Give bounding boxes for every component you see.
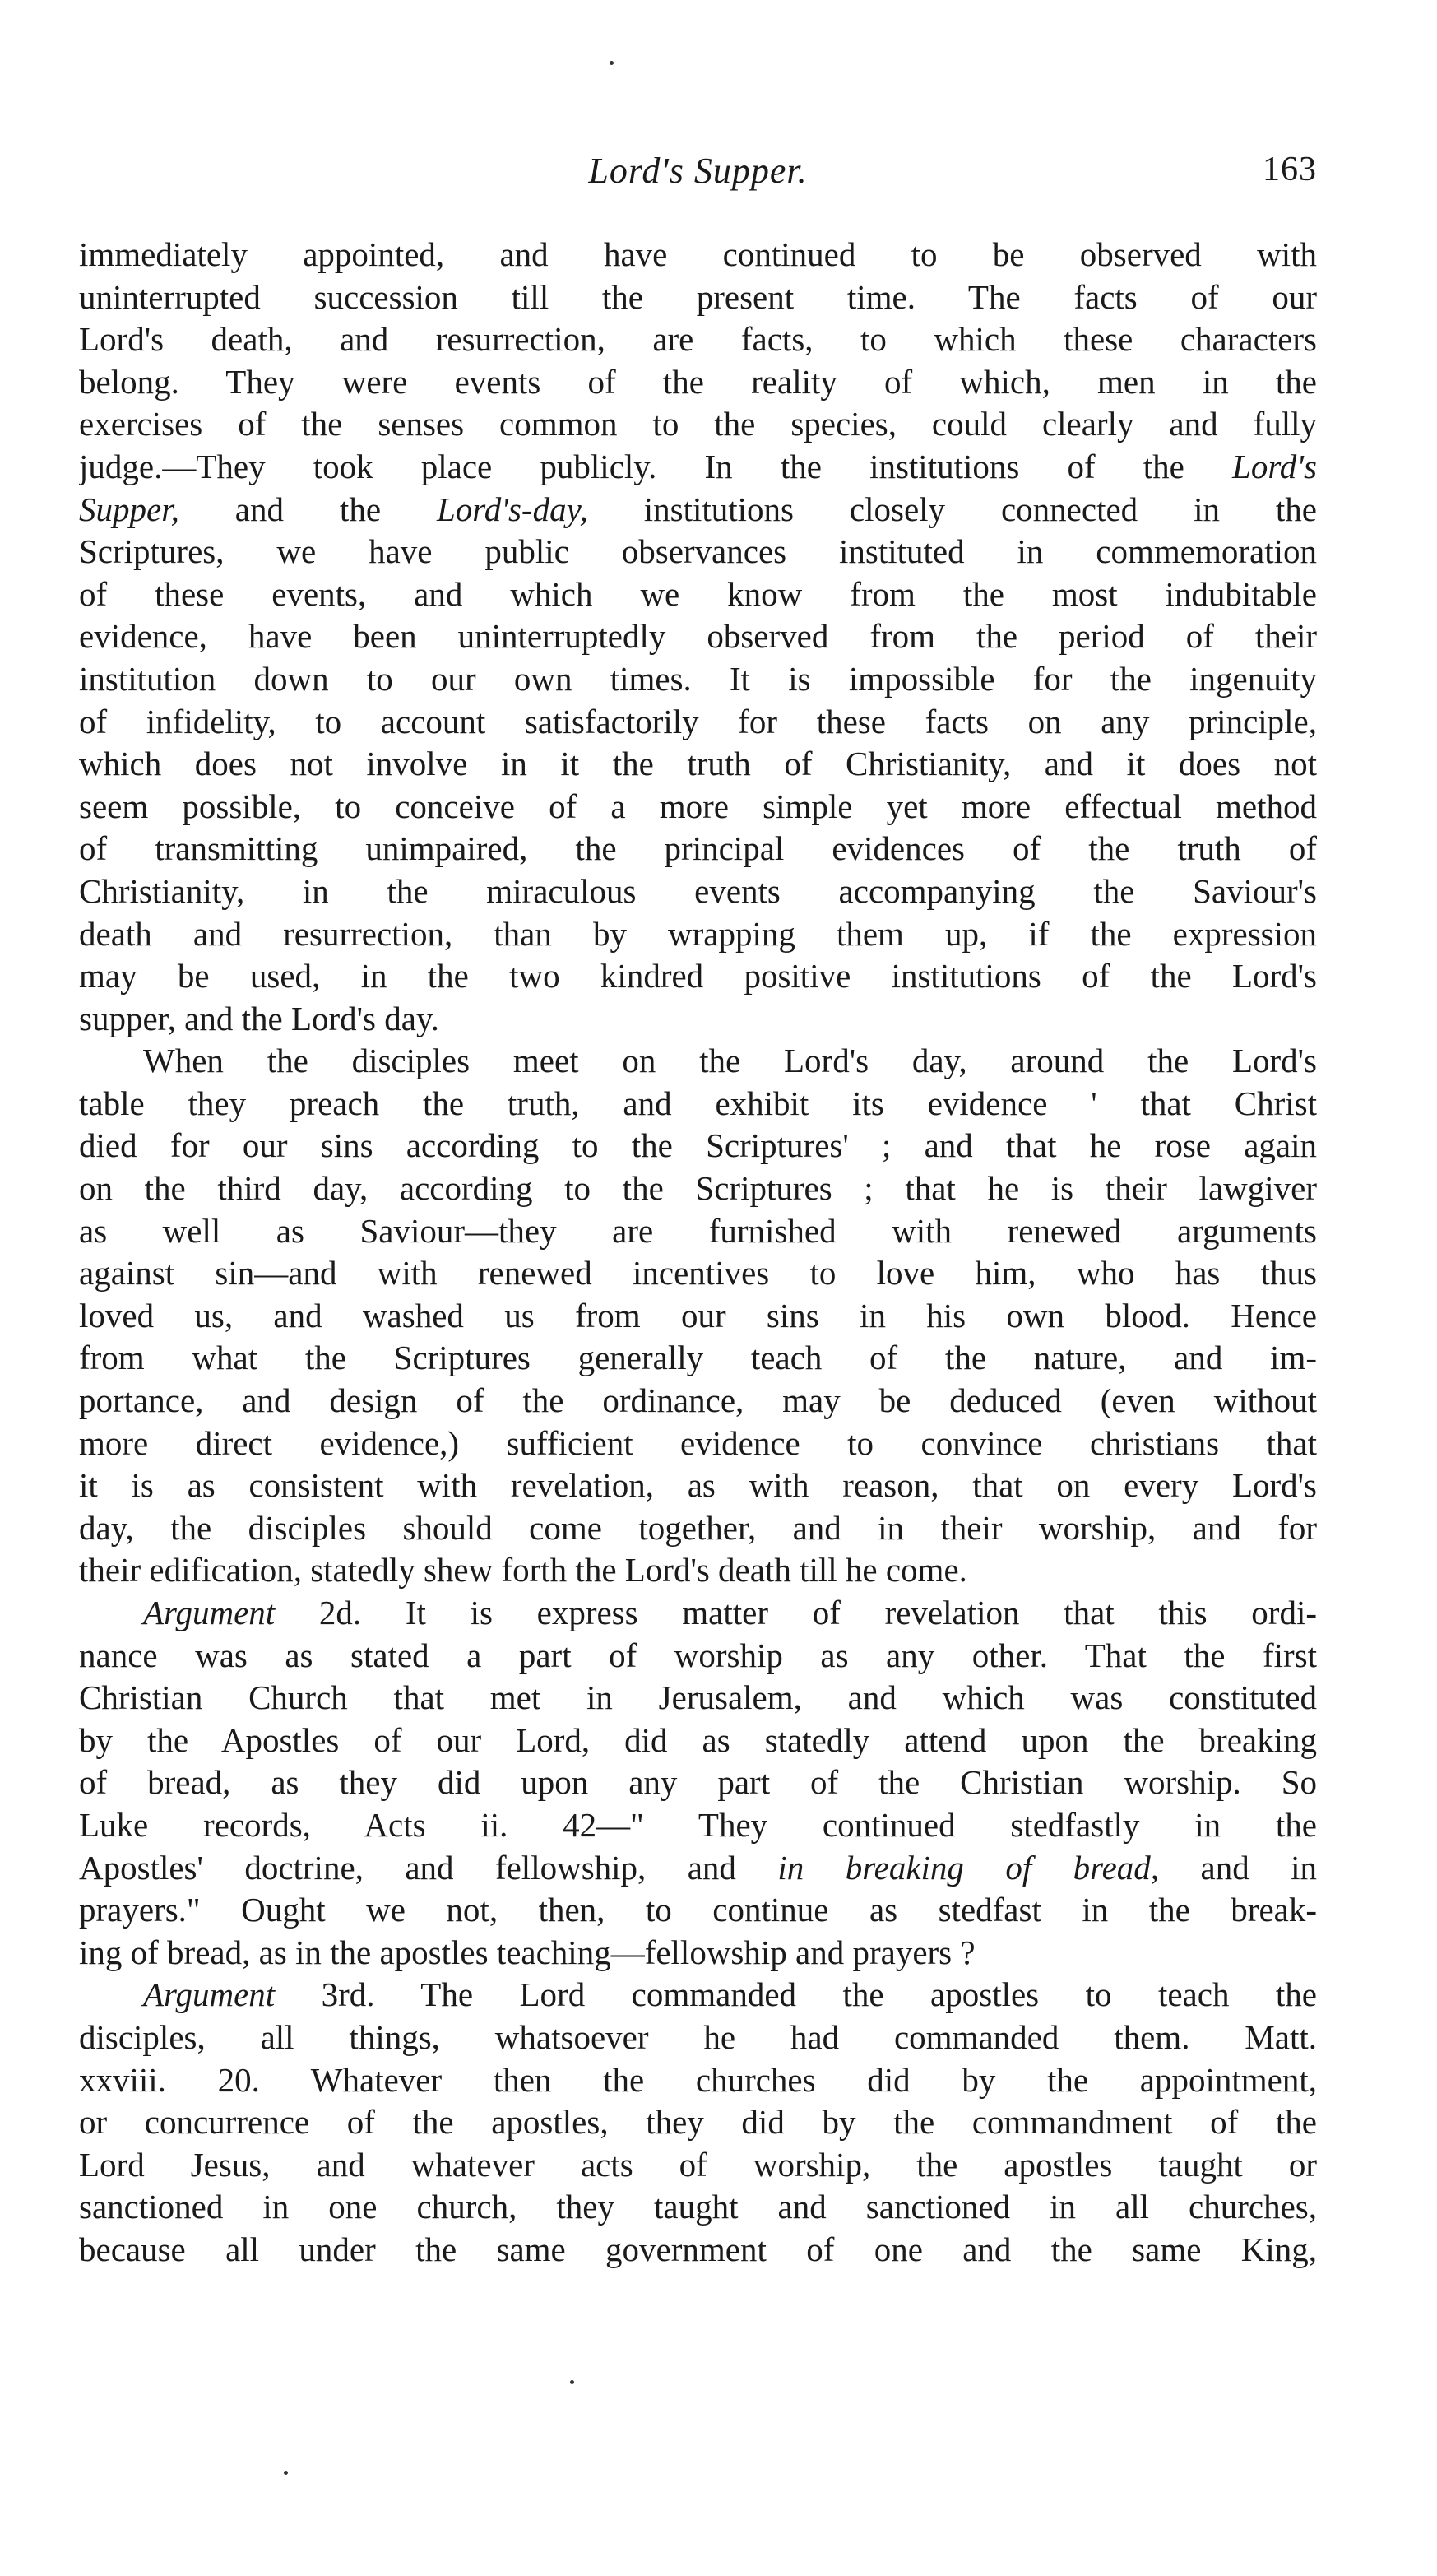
text-line: disciples, all things, whatsoever he had commanded them. Matt. bbox=[79, 2017, 1317, 2056]
text-line: by the Apostles of our Lord, did as statedly attend upon the breaking bbox=[79, 1720, 1317, 1759]
text-line: uninterrupted succession till the present time. The facts of our bbox=[79, 277, 1317, 316]
text-span: judge.—They took place publicly. In the institutions of the bbox=[79, 447, 1184, 485]
text-span: 2d. It is express matter of revelation that this ordi- bbox=[318, 1594, 1317, 1631]
text-line: day, the disciples should come together, and in their worship, and for bbox=[79, 1508, 1317, 1547]
text-span: and the bbox=[234, 490, 382, 528]
text-line: of bread, as they did upon any part of the Christian worship. So bbox=[79, 1763, 1317, 1802]
text-line: may be used, in the two kindred positive institutions of the Lord's bbox=[79, 957, 1317, 996]
text-line: table they preach the truth, and exhibit its evidence ' that Christ bbox=[79, 1084, 1317, 1122]
text-line: institution down to our own times. It is impossible for the ingenuity bbox=[79, 659, 1317, 698]
text-line: death and resurrection, than by wrapping them up, if the expression bbox=[79, 914, 1317, 953]
text-line bbox=[79, 1974, 1317, 2017]
text-line: Scriptures, we have public observances instituted in commemoration bbox=[79, 532, 1317, 571]
text-line: of infidelity, to account satisfactorily for these facts on any principle, bbox=[79, 702, 1317, 740]
text-line: When the disciples meet on the Lord's day, around the Lord's bbox=[143, 1042, 1317, 1080]
text-line: against sin—and with renewed incentives to love him, who has thus bbox=[79, 1254, 1317, 1293]
text-span: Apostles' doctrine, and fellowship, and bbox=[79, 1848, 736, 1887]
text-line: prayers." Ought we not, then, to continue as stedfast in the break- bbox=[79, 1891, 1317, 1929]
text-line: Lord's death, and resurrection, are facts, to which these characters bbox=[79, 320, 1317, 359]
text-line: ing of bread, as in the apostles teaching—fellowship and prayers ? bbox=[79, 1933, 976, 1971]
text-span: institutions closely connected in the bbox=[643, 490, 1317, 528]
text-span: and in bbox=[1200, 1848, 1317, 1887]
text-line: as well as Saviour—they are furnished with renewed arguments bbox=[79, 1211, 1317, 1250]
text-line: Luke records, Acts ii. 42—" They continued stedfastly in the bbox=[79, 1805, 1317, 1844]
text-line: xxviii. 20. Whatever then the churches did by the appointment, bbox=[79, 2060, 1317, 2099]
text-line: which does not involve in it the truth of Christianity, and it does not bbox=[79, 745, 1317, 783]
ink-speck bbox=[610, 61, 614, 65]
text-line: nance was as stated a part of worship as any other. That the first bbox=[79, 1636, 1317, 1674]
page-number: 163 bbox=[1263, 151, 1317, 188]
text-line bbox=[79, 1592, 1317, 1635]
text-line: from what the Scriptures generally teach of the nature, and im- bbox=[79, 1339, 1317, 1377]
text-span: 3rd. The Lord commanded the apostles to teach the bbox=[321, 1975, 1317, 2014]
argument-heading: Argument bbox=[143, 1594, 276, 1631]
argument-heading: Argument bbox=[143, 1975, 276, 2014]
text-line bbox=[79, 1847, 1317, 1890]
italic-term: in breaking of bread, bbox=[777, 1848, 1160, 1887]
italic-term: Supper, bbox=[79, 490, 179, 528]
text-line: more direct evidence,) sufficient evidence to convince christians that bbox=[79, 1423, 1317, 1462]
text-line: on the third day, according to the Scriptures ; that he is their lawgiver bbox=[79, 1169, 1317, 1208]
text-line: their edification, statedly shew forth the Lord's death till he come. bbox=[79, 1551, 967, 1590]
text-line: evidence, have been uninterruptedly observed from the period of their bbox=[79, 617, 1317, 656]
text-line: belong. They were events of the reality of which, men in the bbox=[79, 362, 1317, 401]
text-line: exercises of the senses common to the species, could clearly and fully bbox=[79, 405, 1317, 443]
text-line: it is as consistent with revelation, as with reason, that on every Lord's bbox=[79, 1466, 1317, 1505]
text-line bbox=[79, 489, 1317, 531]
text-line bbox=[79, 446, 1317, 489]
text-line: Lord Jesus, and whatever acts of worship, the apostles taught or bbox=[79, 2145, 1317, 2184]
ink-speck bbox=[284, 2471, 288, 2475]
ink-speck bbox=[570, 2380, 574, 2384]
text-line: of transmitting unimpaired, the principal evidences of the truth of bbox=[79, 829, 1317, 868]
text-line: seem possible, to conceive of a more simple yet more effectual method bbox=[79, 787, 1317, 825]
text-line: loved us, and washed us from our sins in his own blood. Hence bbox=[79, 1296, 1317, 1334]
body-text bbox=[79, 234, 1317, 2272]
italic-term: Lord's bbox=[1232, 447, 1317, 485]
text-line: because all under the same government of one and the same King, bbox=[79, 2230, 1317, 2268]
text-line: Christianity, in the miraculous events accompanying the Saviour's bbox=[79, 871, 1317, 910]
running-title: Lord's Supper. bbox=[588, 151, 808, 191]
text-line: sanctioned in one church, they taught and sanctioned in all churches, bbox=[79, 2188, 1317, 2226]
text-line: Christian Church that met in Jerusalem, and which was constituted bbox=[79, 1678, 1317, 1717]
italic-term: Lord's-day, bbox=[436, 490, 588, 528]
text-line: supper, and the Lord's day. bbox=[79, 999, 440, 1037]
page-header bbox=[79, 142, 1317, 199]
text-line: portance, and design of the ordinance, may be deduced (even without bbox=[79, 1381, 1317, 1420]
text-line: died for our sins according to the Scriptures' ; and that he rose again bbox=[79, 1126, 1317, 1165]
text-line: or concurrence of the apostles, they did by the commandment of the bbox=[79, 2103, 1317, 2142]
text-line: immediately appointed, and have continued to be observed with bbox=[79, 235, 1317, 273]
text-line: of these events, and which we know from the most indubitable bbox=[79, 574, 1317, 613]
